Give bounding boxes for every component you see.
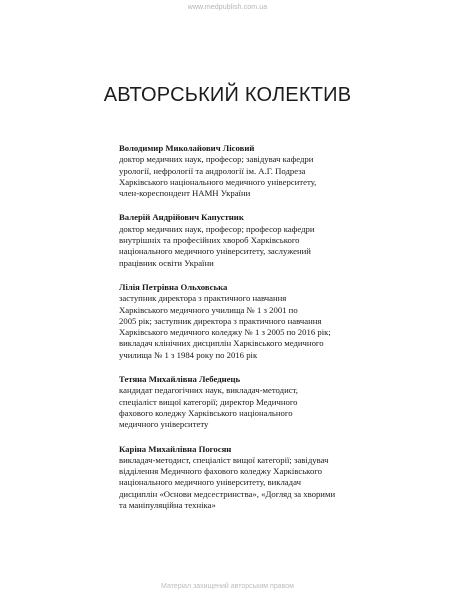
author-entry — [119, 143, 359, 199]
author-description-line: медичного університету — [119, 419, 209, 430]
author-name: Лілія Петрівна Ольховська — [119, 281, 228, 292]
author-description-line: відділення Медичного фахового коледжу Харківського — [119, 466, 322, 477]
author-description-line: 2005 рік; заступник директора з практичного навчання — [119, 315, 322, 326]
author-description-line: внутрішніх та професійних хвороб Харківського — [119, 235, 300, 246]
author-entry — [119, 374, 359, 430]
author-description-line: Харківського медичного училища № 1 з 2001 по — [119, 304, 298, 315]
author-description-line: національного медичного університету, викладач — [119, 477, 301, 488]
header-url: www.medpublish.com.ua — [187, 4, 268, 11]
page-title: АВТОРСЬКИЙ КОЛЕКТИВ — [103, 84, 352, 106]
author-description-line: заступник директора з практичного навчання — [119, 293, 287, 304]
author-list — [119, 143, 359, 524]
author-entry — [119, 282, 359, 361]
author-description-line: Харківського національного медичного університету, — [119, 176, 317, 187]
author-description-line: спеціаліст вищої категорії; директор Медичного — [119, 396, 298, 407]
author-description-line: кандидат педагогічних наук, викладач-методист, — [119, 385, 298, 396]
author-entry — [119, 444, 359, 512]
author-description-line: доктор медичних наук, професор; професор кафедри — [119, 223, 315, 234]
author-description-line: урології, нефрології та андрології ім. А.Г. Подреза — [119, 165, 306, 176]
author-entry — [119, 212, 359, 268]
author-name: Каріна Михайлівна Погосян — [119, 443, 232, 454]
author-name: Тетяна Михайлівна Лебеднець — [119, 374, 241, 385]
author-description-line: доктор медичних наук, професор; завідувач кафедри — [119, 154, 314, 165]
author-description-line: працівник освіти України — [119, 257, 214, 268]
author-description-line: та маніпуляційна техніка» — [119, 500, 216, 511]
author-description-line: член-кореспондент НАМН України — [119, 188, 251, 199]
author-description-line: фахового коледжу Харківського національного — [119, 407, 293, 418]
author-name: Валерій Андрійович Капустник — [119, 212, 244, 223]
author-description-line: викладач-методист, спеціаліст вищої категорії; завідувач — [119, 454, 329, 465]
author-description-line: дисциплін «Основи медсестринства», «Догляд за хворими — [119, 488, 336, 499]
author-description-line: училища № 1 з 1984 року по 2016 рік — [119, 349, 258, 360]
author-description-line: Харківського медичного коледжу № 1 з 2005 по 2016 рік; — [119, 327, 331, 338]
author-description-line: національного медичного університету, заслужений — [119, 246, 311, 257]
author-description-line: викладач клінічних дисциплін Харківського медичного — [119, 338, 324, 349]
author-name: Володимир Миколайович Лісовий — [119, 143, 255, 153]
copyright-footer: Матеріал захищений авторським правом — [161, 583, 294, 590]
